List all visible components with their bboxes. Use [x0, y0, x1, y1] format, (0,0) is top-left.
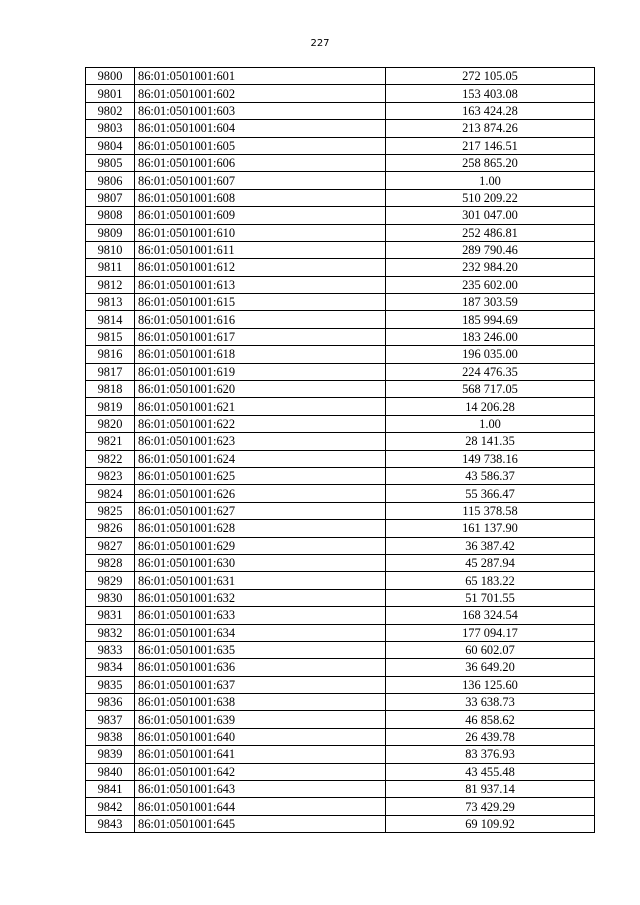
table-row: [86, 676, 595, 693]
table-row: [86, 572, 595, 589]
cadastral-number-cell: 86:01:0501001:602: [135, 85, 386, 102]
cadastral-number-cell: 86:01:0501001:607: [135, 172, 386, 189]
row-number-cell: 9828: [86, 554, 135, 571]
cadastral-number-cell: 86:01:0501001:621: [135, 398, 386, 415]
cadastral-number-cell: 86:01:0501001:611: [135, 241, 386, 258]
cadastral-number-cell: 86:01:0501001:629: [135, 537, 386, 554]
row-number-cell: 9831: [86, 607, 135, 624]
cadastral-value-cell: 43 586.37: [386, 467, 595, 484]
row-number-cell: 9814: [86, 311, 135, 328]
row-number-cell: 9818: [86, 381, 135, 398]
cadastral-value-cell: 55 366.47: [386, 485, 595, 502]
table-row: [86, 346, 595, 363]
row-number-cell: 9825: [86, 502, 135, 519]
table-row: [86, 241, 595, 258]
row-number-cell: 9830: [86, 589, 135, 606]
cadastral-number-cell: 86:01:0501001:625: [135, 467, 386, 484]
table-row: [86, 154, 595, 171]
cadastral-value-cell: 217 146.51: [386, 137, 595, 154]
cadastral-value-cell: 510 209.22: [386, 189, 595, 206]
row-number-cell: 9804: [86, 137, 135, 154]
cadastral-number-cell: 86:01:0501001:620: [135, 381, 386, 398]
row-number-cell: 9823: [86, 467, 135, 484]
cadastral-value-cell: 235 602.00: [386, 276, 595, 293]
cadastral-value-cell: 232 984.20: [386, 259, 595, 276]
table-row: [86, 311, 595, 328]
row-number-cell: 9817: [86, 363, 135, 380]
row-number-cell: 9836: [86, 694, 135, 711]
row-number-cell: 9813: [86, 294, 135, 311]
cadastral-value-cell: 36 649.20: [386, 659, 595, 676]
row-number-cell: 9805: [86, 154, 135, 171]
cadastral-value-cell: 252 486.81: [386, 224, 595, 241]
cadastral-value-cell: 168 324.54: [386, 607, 595, 624]
cadastral-number-cell: 86:01:0501001:630: [135, 554, 386, 571]
row-number-cell: 9803: [86, 120, 135, 137]
cadastral-number-cell: 86:01:0501001:601: [135, 68, 386, 85]
cadastral-value-cell: 258 865.20: [386, 154, 595, 171]
table-row: [86, 85, 595, 102]
cadastral-number-cell: 86:01:0501001:612: [135, 259, 386, 276]
table-row: [86, 433, 595, 450]
row-number-cell: 9820: [86, 415, 135, 432]
table-row: [86, 728, 595, 745]
row-number-cell: 9837: [86, 711, 135, 728]
table-row: [86, 467, 595, 484]
cadastral-value-cell: 161 137.90: [386, 520, 595, 537]
row-number-cell: 9833: [86, 641, 135, 658]
table-row: [86, 381, 595, 398]
cadastral-number-cell: 86:01:0501001:638: [135, 694, 386, 711]
cadastral-value-cell: 1.00: [386, 415, 595, 432]
row-number-cell: 9840: [86, 763, 135, 780]
row-number-cell: 9801: [86, 85, 135, 102]
table-row: [86, 537, 595, 554]
cadastral-number-cell: 86:01:0501001:637: [135, 676, 386, 693]
row-number-cell: 9841: [86, 781, 135, 798]
cadastral-value-cell: 183 246.00: [386, 328, 595, 345]
cadastral-number-cell: 86:01:0501001:627: [135, 502, 386, 519]
table-row: [86, 259, 595, 276]
cadastral-number-cell: 86:01:0501001:619: [135, 363, 386, 380]
cadastral-value-cell: 149 738.16: [386, 450, 595, 467]
table-row: [86, 120, 595, 137]
cadastral-value-cell: 568 717.05: [386, 381, 595, 398]
table-row: [86, 781, 595, 798]
row-number-cell: 9812: [86, 276, 135, 293]
cadastral-value-cell: 163 424.28: [386, 102, 595, 119]
cadastral-value-table: [85, 67, 595, 833]
table-row: [86, 694, 595, 711]
row-number-cell: 9834: [86, 659, 135, 676]
cadastral-number-cell: 86:01:0501001:645: [135, 815, 386, 832]
cadastral-value-cell: 177 094.17: [386, 624, 595, 641]
cadastral-number-cell: 86:01:0501001:609: [135, 207, 386, 224]
cadastral-number-cell: 86:01:0501001:618: [135, 346, 386, 363]
cadastral-number-cell: 86:01:0501001:626: [135, 485, 386, 502]
cadastral-number-cell: 86:01:0501001:640: [135, 728, 386, 745]
table-row: [86, 485, 595, 502]
table-row: [86, 276, 595, 293]
cadastral-number-cell: 86:01:0501001:615: [135, 294, 386, 311]
cadastral-value-cell: 301 047.00: [386, 207, 595, 224]
cadastral-value-cell: 65 183.22: [386, 572, 595, 589]
cadastral-number-cell: 86:01:0501001:605: [135, 137, 386, 154]
row-number-cell: 9808: [86, 207, 135, 224]
cadastral-number-cell: 86:01:0501001:606: [135, 154, 386, 171]
cadastral-number-cell: 86:01:0501001:628: [135, 520, 386, 537]
row-number-cell: 9815: [86, 328, 135, 345]
row-number-cell: 9819: [86, 398, 135, 415]
row-number-cell: 9806: [86, 172, 135, 189]
row-number-cell: 9811: [86, 259, 135, 276]
cadastral-number-cell: 86:01:0501001:623: [135, 433, 386, 450]
table-row: [86, 607, 595, 624]
cadastral-value-cell: 115 378.58: [386, 502, 595, 519]
row-number-cell: 9827: [86, 537, 135, 554]
cadastral-value-cell: 45 287.94: [386, 554, 595, 571]
cadastral-value-cell: 213 874.26: [386, 120, 595, 137]
cadastral-value-cell: 36 387.42: [386, 537, 595, 554]
cadastral-value-cell: 1.00: [386, 172, 595, 189]
cadastral-value-cell: 33 638.73: [386, 694, 595, 711]
cadastral-number-cell: 86:01:0501001:622: [135, 415, 386, 432]
table-row: [86, 589, 595, 606]
cadastral-number-cell: 86:01:0501001:617: [135, 328, 386, 345]
cadastral-number-cell: 86:01:0501001:603: [135, 102, 386, 119]
cadastral-value-cell: 28 141.35: [386, 433, 595, 450]
table-row: [86, 450, 595, 467]
table-row: [86, 102, 595, 119]
row-number-cell: 9835: [86, 676, 135, 693]
table-row: [86, 189, 595, 206]
row-number-cell: 9810: [86, 241, 135, 258]
cadastral-number-cell: 86:01:0501001:624: [135, 450, 386, 467]
row-number-cell: 9807: [86, 189, 135, 206]
cadastral-number-cell: 86:01:0501001:613: [135, 276, 386, 293]
cadastral-value-cell: 73 429.29: [386, 798, 595, 815]
cadastral-value-cell: 153 403.08: [386, 85, 595, 102]
cadastral-value-cell: 26 439.78: [386, 728, 595, 745]
cadastral-number-cell: 86:01:0501001:633: [135, 607, 386, 624]
row-number-cell: 9842: [86, 798, 135, 815]
cadastral-number-cell: 86:01:0501001:604: [135, 120, 386, 137]
row-number-cell: 9809: [86, 224, 135, 241]
cadastral-number-cell: 86:01:0501001:634: [135, 624, 386, 641]
cadastral-value-cell: 14 206.28: [386, 398, 595, 415]
cadastral-number-cell: 86:01:0501001:616: [135, 311, 386, 328]
cadastral-number-cell: 86:01:0501001:632: [135, 589, 386, 606]
cadastral-value-cell: 196 035.00: [386, 346, 595, 363]
table-row: [86, 624, 595, 641]
table-row: [86, 763, 595, 780]
table-row: [86, 798, 595, 815]
table-row: [86, 207, 595, 224]
cadastral-value-cell: 51 701.55: [386, 589, 595, 606]
cadastral-value-cell: 69 109.92: [386, 815, 595, 832]
cadastral-number-cell: 86:01:0501001:635: [135, 641, 386, 658]
table-row: [86, 137, 595, 154]
table-row: [86, 172, 595, 189]
table-row: [86, 815, 595, 832]
row-number-cell: 9826: [86, 520, 135, 537]
table-row: [86, 294, 595, 311]
cadastral-value-cell: 46 858.62: [386, 711, 595, 728]
row-number-cell: 9824: [86, 485, 135, 502]
row-number-cell: 9838: [86, 728, 135, 745]
table-row: [86, 224, 595, 241]
cadastral-value-cell: 272 105.05: [386, 68, 595, 85]
table-row: [86, 502, 595, 519]
row-number-cell: 9800: [86, 68, 135, 85]
cadastral-number-cell: 86:01:0501001:636: [135, 659, 386, 676]
table-row: [86, 415, 595, 432]
table-row: [86, 68, 595, 85]
cadastral-value-cell: 187 303.59: [386, 294, 595, 311]
table-row: [86, 711, 595, 728]
row-number-cell: 9821: [86, 433, 135, 450]
row-number-cell: 9829: [86, 572, 135, 589]
row-number-cell: 9816: [86, 346, 135, 363]
table-row: [86, 328, 595, 345]
table-row: [86, 398, 595, 415]
table-body: [86, 68, 595, 833]
row-number-cell: 9822: [86, 450, 135, 467]
table-row: [86, 746, 595, 763]
cadastral-value-cell: 224 476.35: [386, 363, 595, 380]
row-number-cell: 9832: [86, 624, 135, 641]
row-number-cell: 9843: [86, 815, 135, 832]
cadastral-value-cell: 136 125.60: [386, 676, 595, 693]
row-number-cell: 9802: [86, 102, 135, 119]
cadastral-number-cell: 86:01:0501001:610: [135, 224, 386, 241]
cadastral-value-cell: 83 376.93: [386, 746, 595, 763]
cadastral-value-cell: 81 937.14: [386, 781, 595, 798]
row-number-cell: 9839: [86, 746, 135, 763]
cadastral-number-cell: 86:01:0501001:639: [135, 711, 386, 728]
table-row: [86, 554, 595, 571]
cadastral-value-cell: 289 790.46: [386, 241, 595, 258]
cadastral-value-cell: 43 455.48: [386, 763, 595, 780]
cadastral-number-cell: 86:01:0501001:643: [135, 781, 386, 798]
cadastral-number-cell: 86:01:0501001:642: [135, 763, 386, 780]
cadastral-number-cell: 86:01:0501001:644: [135, 798, 386, 815]
table-row: [86, 659, 595, 676]
cadastral-value-cell: 60 602.07: [386, 641, 595, 658]
table-row: [86, 520, 595, 537]
table-row: [86, 641, 595, 658]
cadastral-number-cell: 86:01:0501001:608: [135, 189, 386, 206]
cadastral-value-cell: 185 994.69: [386, 311, 595, 328]
table-row: [86, 363, 595, 380]
page-number: 227: [310, 38, 330, 49]
cadastral-number-cell: 86:01:0501001:641: [135, 746, 386, 763]
cadastral-number-cell: 86:01:0501001:631: [135, 572, 386, 589]
